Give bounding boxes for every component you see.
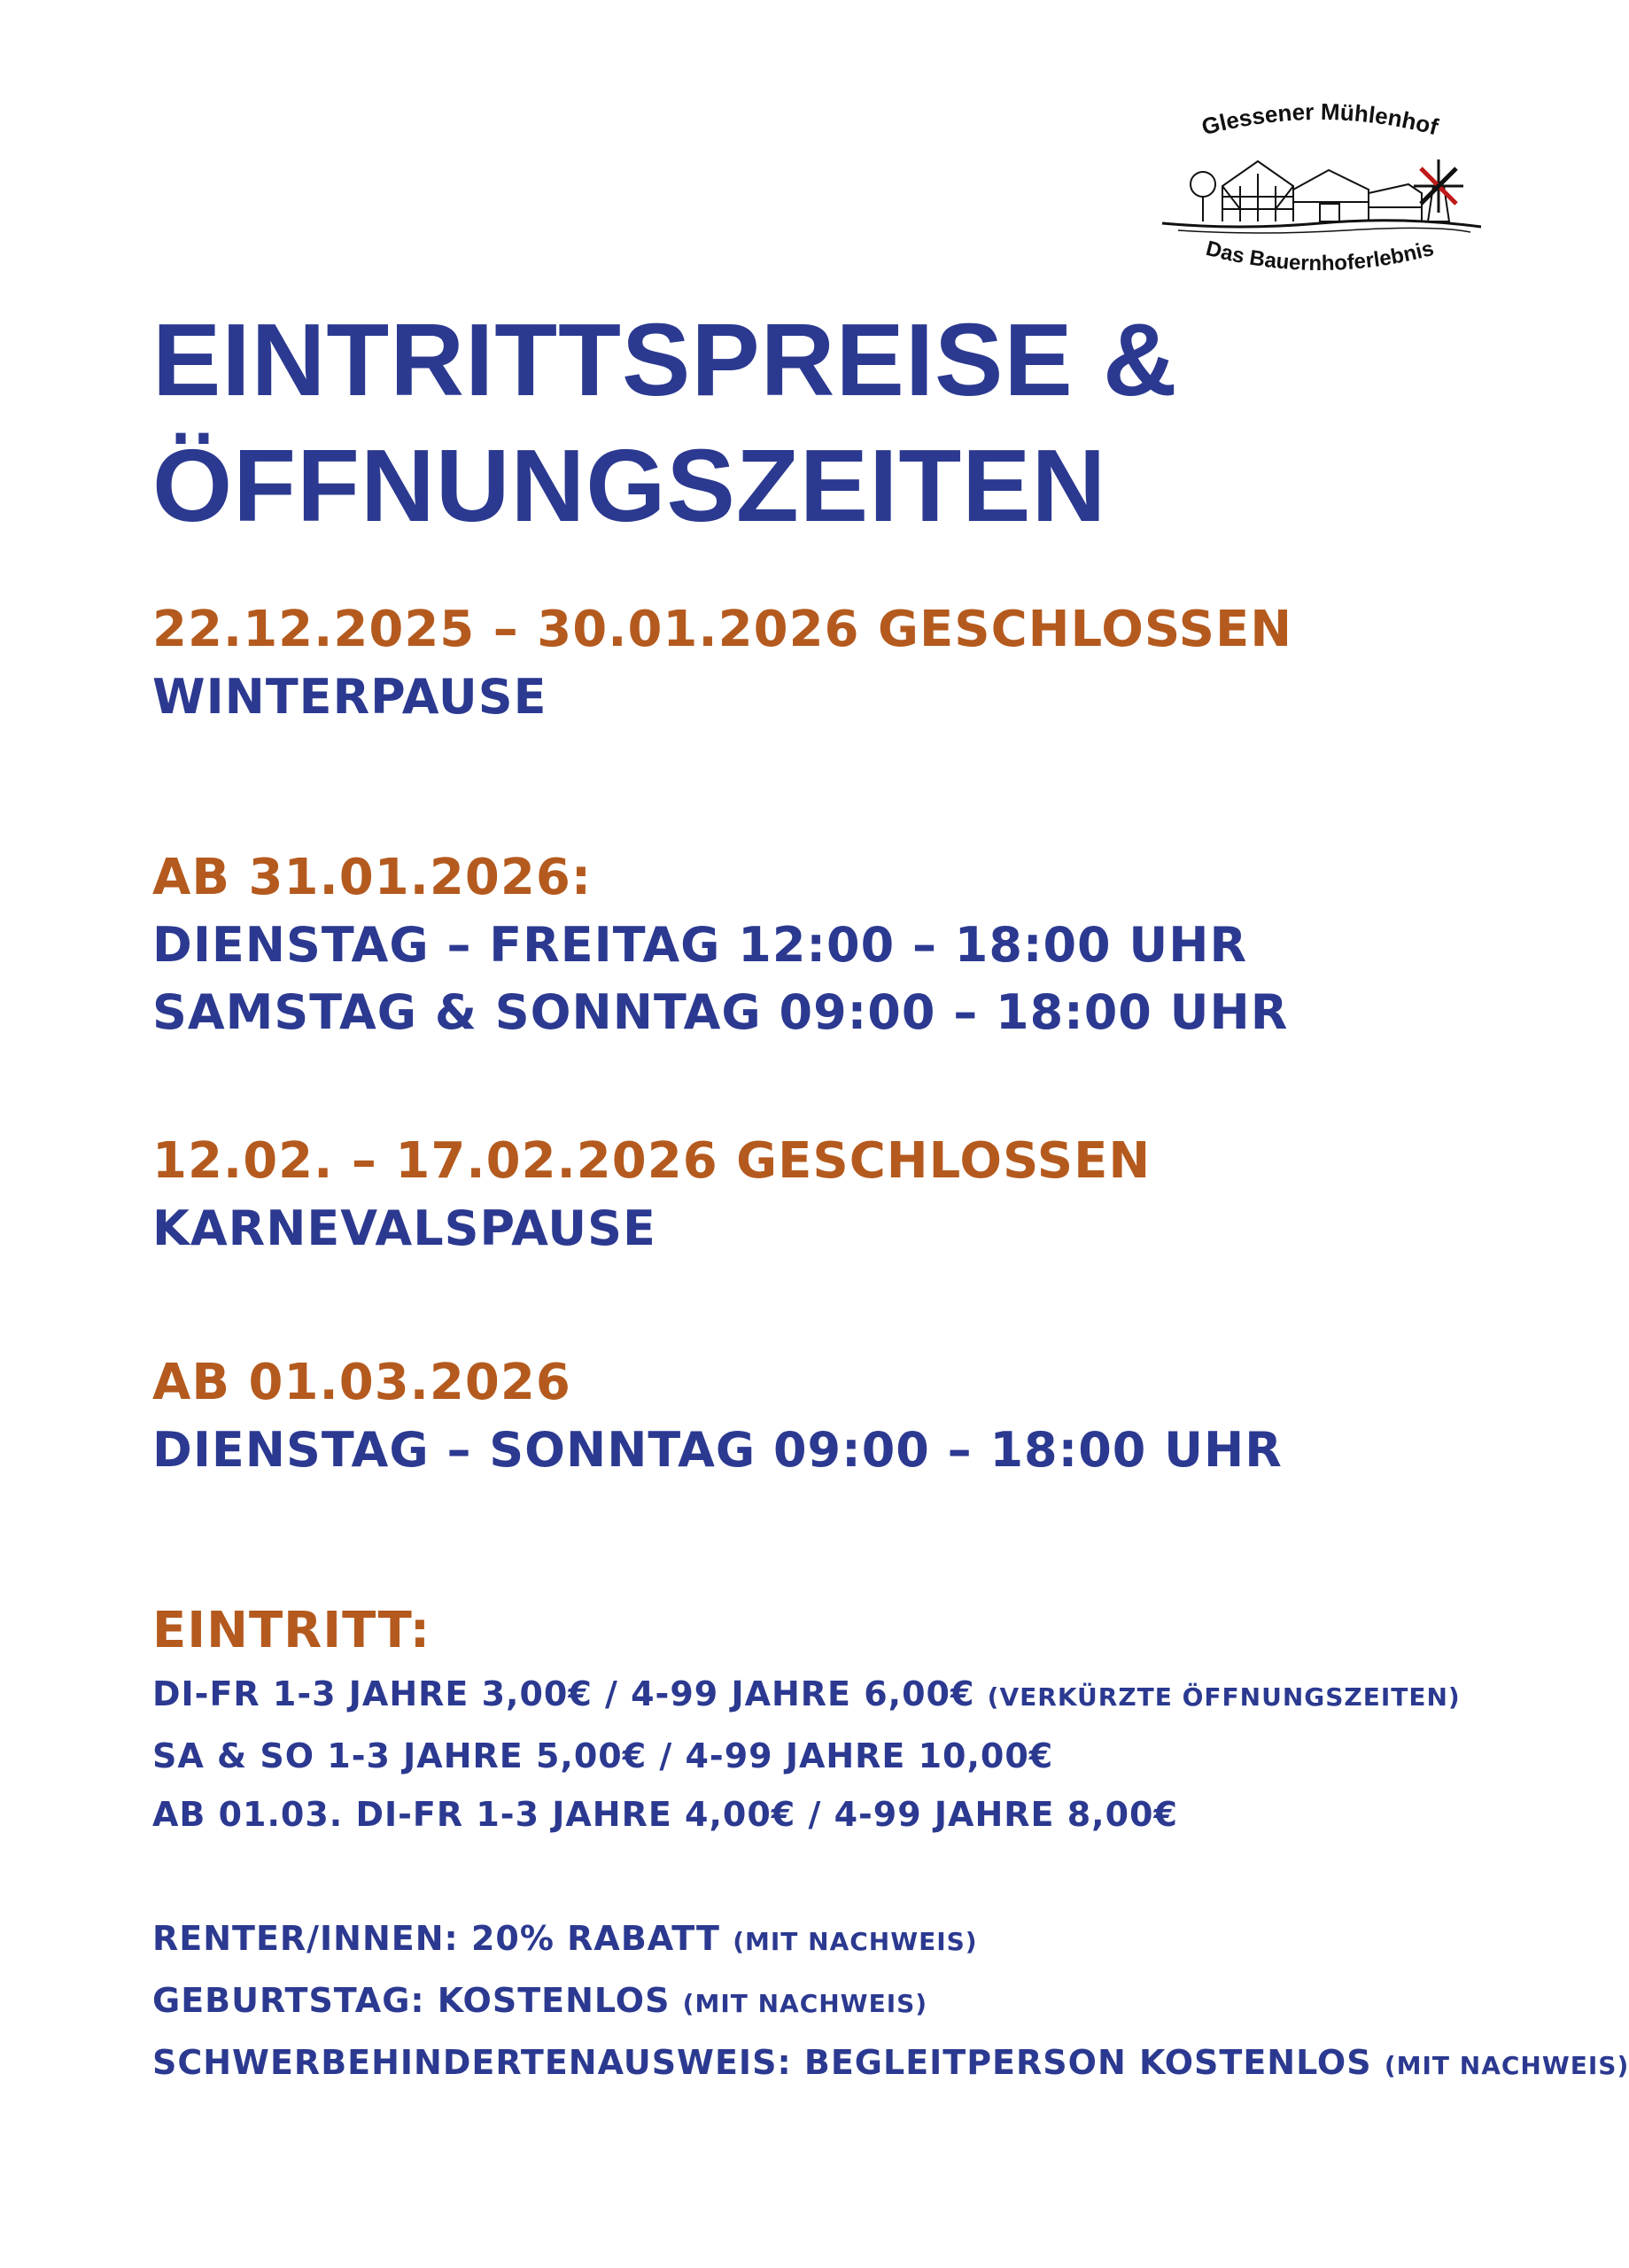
admission-row-march: AB 01.03. DI-FR 1-3 JAHRE 4,00€ / 4-99 JAHRE 8,00€ [152, 1795, 1178, 1834]
admission-row-weekend: SA & SO 1-3 JAHRE 5,00€ / 4-99 JAHRE 10,00€ [152, 1736, 1054, 1775]
admission-row-weekdays [152, 1665, 1461, 1727]
title-line-2: ÖFFNUNGSZEITEN [152, 428, 1107, 543]
page-title [152, 297, 1178, 548]
carnival-break-section [152, 1128, 1151, 1262]
discount-seniors [152, 1909, 1629, 1971]
logo [1152, 97, 1488, 292]
discount-seniors-text: RENTER/INNEN: 20% RABATT [152, 1919, 720, 1958]
opening-hours-january-heading: AB 31.01.2026: [152, 849, 593, 906]
winter-break-heading: 22.12.2025 – 30.01.2026 GESCHLOSSEN [152, 601, 1293, 658]
winter-break-section [152, 596, 1292, 731]
opening-hours-january-section [152, 844, 1288, 1046]
discount-disabled-text: SCHWERBEHINDERTENAUSWEIS: BEGLEITPERSON KOSTENLOS [152, 2043, 1372, 2082]
discount-birthday-text: GEBURTSTAG: KOSTENLOS [152, 1981, 671, 2020]
discount-birthday [152, 1971, 1629, 2033]
discounts-section [152, 1909, 1629, 2095]
opening-hours-weekend: SAMSTAG & SONNTAG 09:00 – 18:00 UHR [152, 984, 1289, 1040]
opening-hours-march-heading: AB 01.03.2026 [152, 1354, 571, 1411]
carnival-break-label: KARNEVALSPAUSE [152, 1200, 656, 1256]
winter-break-label: WINTERPAUSE [152, 669, 547, 725]
admission-row-weekdays-text: DI-FR 1-3 JAHRE 3,00€ / 4-99 JAHRE 6,00€ [152, 1674, 975, 1713]
farmhouse-illustration [1162, 159, 1481, 233]
discount-seniors-note: (MIT NACHWEIS) [733, 1927, 978, 1956]
title-line-1: EINTRITTSPREISE & [152, 302, 1178, 417]
opening-hours-weekdays: DIENSTAG – FREITAG 12:00 – 18:00 UHR [152, 917, 1248, 973]
admission-section [152, 1597, 1461, 1844]
opening-hours-march-line: DIENSTAG – SONNTAG 09:00 – 18:00 UHR [152, 1422, 1283, 1478]
discount-disabled-note: (MIT NACHWEIS) [1384, 2051, 1629, 2080]
logo-bottom-text: Das Bauernhoferlebnis [1203, 236, 1437, 276]
opening-hours-march-section [152, 1349, 1283, 1484]
admission-row-weekdays-note: (VERKÜRZTE ÖFFNUNGSZEITEN) [987, 1682, 1461, 1712]
discount-disabled [152, 2033, 1629, 2095]
discount-birthday-note: (MIT NACHWEIS) [682, 1989, 928, 2018]
admission-heading: EINTRITT: [152, 1602, 431, 1659]
carnival-break-heading: 12.02. – 17.02.2026 GESCHLOSSEN [152, 1132, 1152, 1190]
logo-top-text: Glessener Mühlenhof [1198, 97, 1441, 141]
